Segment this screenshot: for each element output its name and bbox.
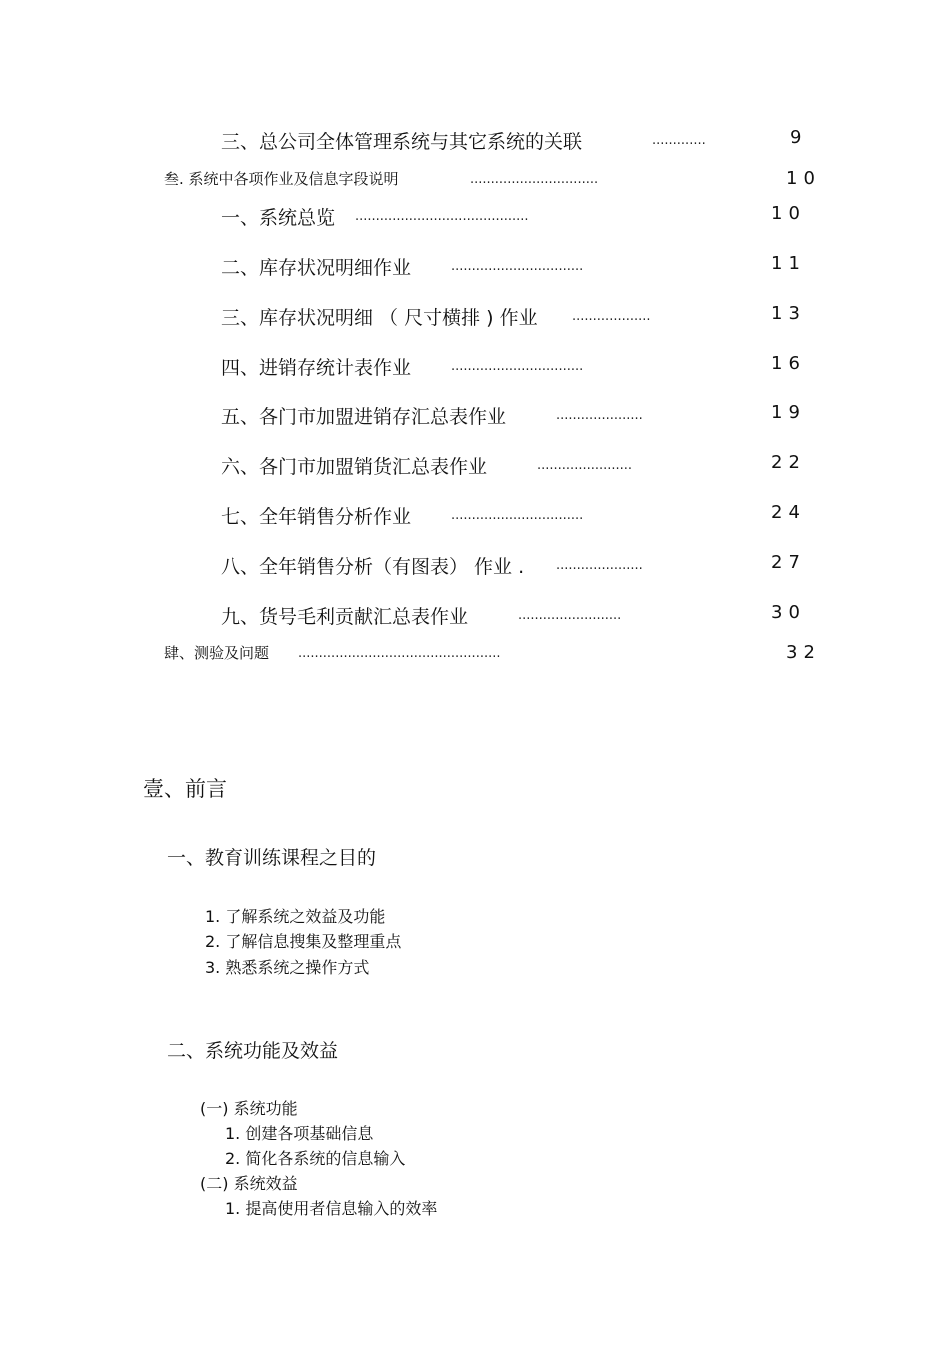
section-heading: 一、教育训练课程之目的	[167, 847, 377, 869]
toc-leader-dots: ................................	[451, 359, 584, 374]
toc-entry-title: 八、全年销售分析（有图表） 作业 .	[221, 556, 525, 578]
toc-page-number: 32	[786, 642, 821, 663]
toc-page-number: 10	[771, 203, 806, 224]
list-item: 2. 了解信息搜集及整理重点	[205, 932, 402, 951]
toc-entry-title: 三、库存状况明细 （ 尺寸横排 ) 作业	[221, 307, 538, 329]
toc-leader-dots: ...............................	[470, 172, 599, 187]
toc-leader-dots: .................................................	[298, 646, 501, 661]
toc-leader-dots: .....................	[556, 558, 643, 573]
toc-leader-dots: ................................	[451, 259, 584, 274]
list-item: 1. 了解系统之效益及功能	[205, 907, 386, 926]
list-item: 3. 熟悉系统之操作方式	[205, 958, 370, 977]
toc-entry-title: 二、库存状况明细作业	[221, 257, 412, 279]
toc-entry-title: 肆、测验及问题	[164, 644, 270, 662]
preface-heading: 壹、前言	[143, 777, 227, 801]
toc-entry-title: 五、各门市加盟进销存汇总表作业	[221, 406, 507, 428]
toc-page-number: 30	[771, 602, 806, 623]
toc-entry-title: 叁. 系统中各项作业及信息字段说明	[164, 170, 399, 188]
toc-page-number: 9	[790, 127, 808, 148]
toc-entry-title: 七、全年销售分析作业	[221, 506, 412, 528]
toc-entry[interactable]	[0, 253, 950, 283]
toc-leader-dots: ................................	[451, 508, 584, 523]
toc-entry[interactable]	[0, 168, 950, 198]
toc-page-number: 27	[771, 552, 806, 573]
toc-entry[interactable]	[0, 502, 950, 532]
toc-page-number: 10	[786, 168, 821, 189]
toc-entry-title: 六、各门市加盟销货汇总表作业	[221, 456, 488, 478]
toc-entry-title: 三、总公司全体管理系统与其它系统的关联	[221, 131, 583, 153]
toc-entry[interactable]	[0, 452, 950, 482]
toc-page-number: 16	[771, 353, 806, 374]
toc-entry[interactable]	[0, 303, 950, 333]
toc-entry-title: 四、进销存统计表作业	[221, 357, 412, 379]
toc-page-number: 11	[771, 253, 806, 274]
toc-leader-dots: .......................	[537, 458, 633, 473]
toc-entry[interactable]	[0, 203, 950, 233]
list-item: 2. 简化各系统的信息输入	[225, 1149, 406, 1168]
toc-entry[interactable]	[0, 353, 950, 383]
toc-entry[interactable]	[0, 642, 950, 672]
subsection-heading: (一) 系统功能	[200, 1099, 298, 1118]
toc-page-number: 24	[771, 502, 806, 523]
subsection-heading: (二) 系统效益	[200, 1174, 298, 1193]
toc-entry[interactable]	[0, 402, 950, 432]
toc-leader-dots: .....................	[556, 408, 643, 423]
toc-entry[interactable]	[0, 602, 950, 632]
toc-leader-dots: .............	[652, 133, 706, 148]
toc-leader-dots: ..........................................	[355, 209, 529, 224]
toc-page-number: 19	[771, 402, 806, 423]
list-item: 1. 提高使用者信息输入的效率	[225, 1199, 438, 1218]
toc-leader-dots: ...................	[572, 309, 651, 324]
list-item: 1. 创建各项基础信息	[225, 1124, 374, 1143]
section-heading: 二、系统功能及效益	[167, 1040, 339, 1062]
toc-entry[interactable]	[0, 127, 950, 157]
toc-entry-title: 一、系统总览	[221, 207, 336, 229]
toc-page-number: 22	[771, 452, 806, 473]
toc-leader-dots: .........................	[518, 608, 622, 623]
toc-entry[interactable]	[0, 552, 950, 582]
toc-entry-title: 九、货号毛利贡献汇总表作业	[221, 606, 469, 628]
toc-page-number: 13	[771, 303, 806, 324]
